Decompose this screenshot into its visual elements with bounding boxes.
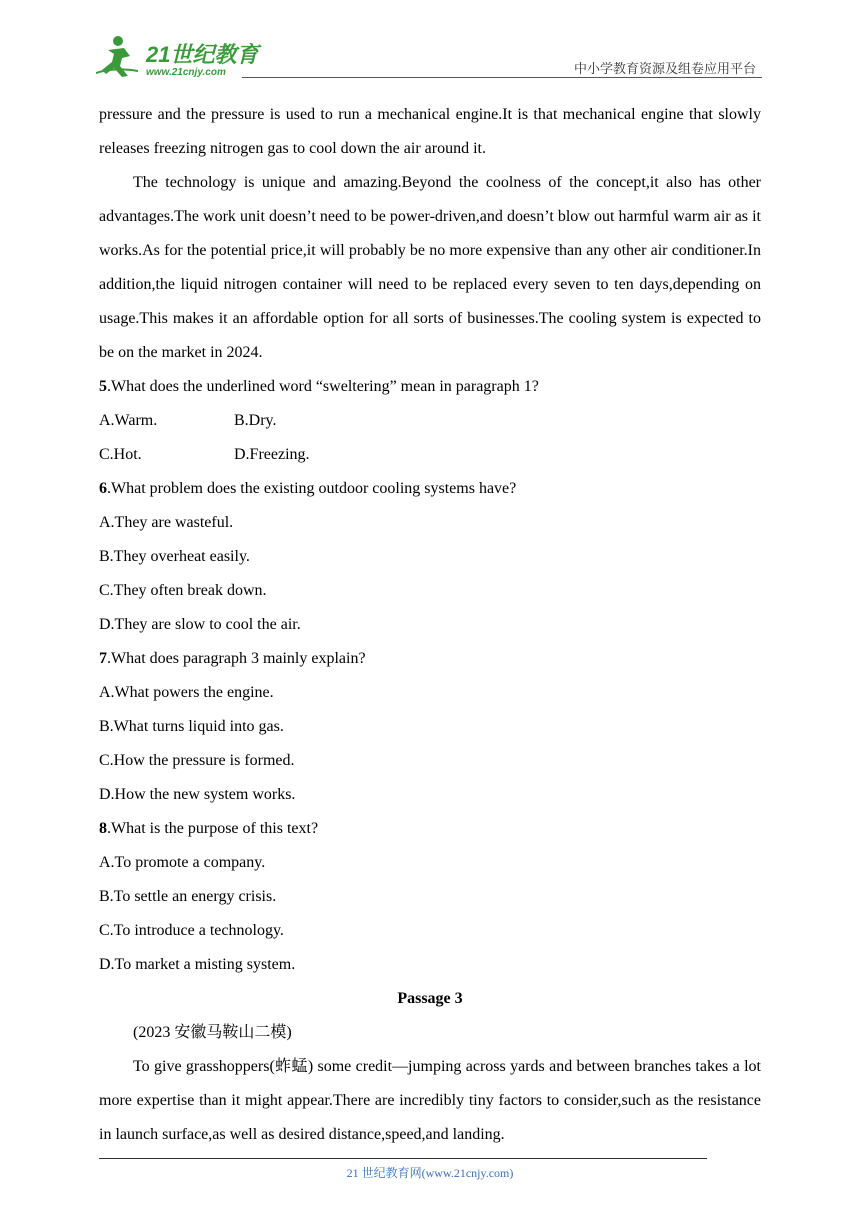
logo-text: 21世纪教育	[146, 42, 259, 67]
option-b: B.Dry.	[234, 412, 277, 429]
option-d: D.How the new system works.	[99, 786, 296, 803]
option-c: C.How the pressure is formed.	[99, 752, 295, 769]
option-b: B.To settle an energy crisis.	[99, 888, 277, 905]
option-b: B.What turns liquid into gas.	[99, 718, 284, 735]
question-text: .What does the underlined word “sweltering” mean in paragraph 1?	[107, 378, 539, 395]
paragraph-continuation: pressure and the pressure is used to run a mechanical engine.It is that mechanical engine that slowly releases freezing nitrogen gas to cool down the air around it.	[99, 106, 761, 157]
option-a: A.Warm.	[99, 412, 158, 429]
question-number: 6	[99, 480, 107, 497]
options-row	[99, 404, 761, 438]
option-a: A.To promote a company.	[99, 854, 266, 871]
logo-url: www.21cnjy.com	[146, 67, 226, 78]
option-d: D.To market a misting system.	[99, 956, 296, 973]
question-number: 5	[99, 378, 107, 395]
page-content	[99, 98, 761, 1152]
header-divider	[242, 77, 762, 78]
passage-source: (2023 安徽马鞍山二模)	[133, 1024, 292, 1041]
options-row	[99, 438, 761, 472]
question-text: .What problem does the existing outdoor cooling systems have?	[107, 480, 517, 497]
footer-text: 21 世纪教育网(www.21cnjy.com)	[346, 1166, 514, 1180]
question-number: 8	[99, 820, 107, 837]
option-a: A.They are wasteful.	[99, 514, 234, 531]
question-number: 7	[99, 650, 107, 667]
option-b: B.They overheat easily.	[99, 548, 250, 565]
header-platform-text: 中小学教育资源及组卷应用平台	[573, 61, 756, 76]
option-d: D.They are slow to cool the air.	[99, 616, 301, 633]
page-header	[94, 32, 762, 80]
question-6	[99, 472, 761, 506]
option-c: C.Hot.	[99, 446, 142, 463]
question-text: .What does paragraph 3 mainly explain?	[107, 650, 366, 667]
footer-divider	[99, 1158, 707, 1159]
question-5	[99, 370, 761, 404]
logo-21cnjy	[94, 32, 264, 78]
option-d: D.Freezing.	[234, 446, 310, 463]
question-text: .What is the purpose of this text?	[107, 820, 319, 837]
option-c: C.To introduce a technology.	[99, 922, 284, 939]
passage3-paragraph-1: To give grasshoppers(蚱蜢) some credit—jumping across yards and between branches takes a lot more expertise than it might appear.There are incredibly tiny factors to consider,such as the resistance in launch surface,as well as desired distance,speed,and landing.	[99, 1058, 761, 1143]
option-c: C.They often break down.	[99, 582, 267, 599]
question-8	[99, 812, 761, 846]
paragraph-4: The technology is unique and amazing.Beyond the coolness of the concept,it also has other advantages.The work unit doesn’t need to be power-driven,and doesn’t blow out harmful warm air as it works.As for the potential price,it will probably be no more expensive than any other air conditioner.In addition,the liquid nitrogen container will need to be replaced every seven to ten days,depending on usage.This makes it an affordable option for all sorts of businesses.The cooling system is expected to be on the market in 2024.	[99, 174, 761, 361]
question-7	[99, 642, 761, 676]
option-a: A.What powers the engine.	[99, 684, 274, 701]
passage-title: Passage 3	[397, 990, 463, 1007]
